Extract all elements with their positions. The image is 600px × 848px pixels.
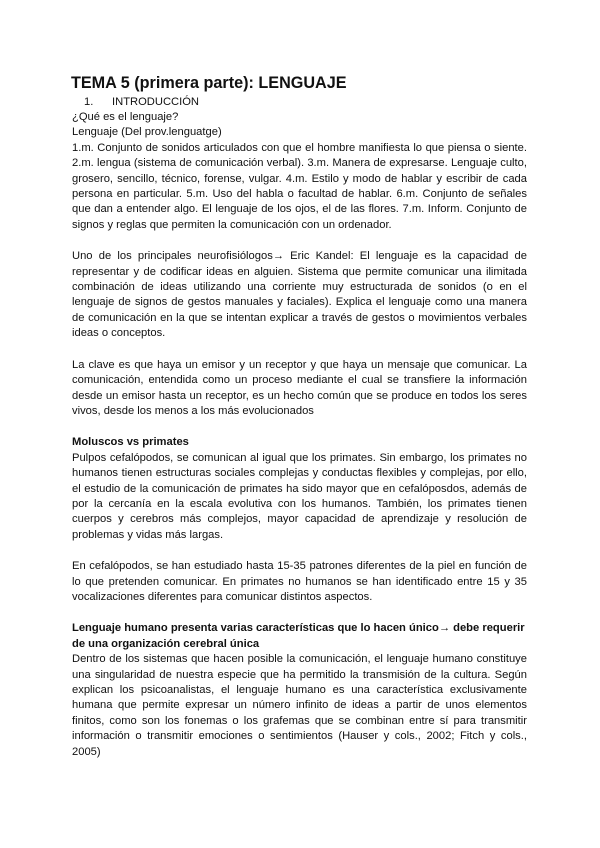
kandel-paragraph: Uno de los principales neurofisiólogos→ Eric Kandel: El lenguaje es la capacidad de representar y de codificar ideas en alguien. Sistema que permite comunicar una ilimitada combinación de ideas utilizando una corriente muy estructurada de sonidos (o en el lenguaje de signos de gestos manuales y faciales). Explica el lenguaje como una manera de comunicación en la que se intentan explicar a través de gestos o movimientos verbales ideas o conceptos. bbox=[72, 250, 527, 340]
question-line: ¿Qué es el lenguaje? bbox=[72, 111, 179, 123]
definition-paragraph: 1.m. Conjunto de sonidos articulados con que el hombre manifiesta lo que piensa o siente. 2.m. lengua (sistema de comunicación verbal). 3.m. Manera de expresarse. Lenguaje culto, grosero, sencillo, técnico, forense, vulgar. 4.m. Estilo y modo de hablar y escribir de cada persona en particular. 5.m. Uso del habla o facultad de hablar. 6.m. Conjunto de señales que dan a entender algo. El lenguaje de los ojos, el de las flores. 7.m. Inform. Conjunto de signos y reglas que permiten la comunicación con un ordenador. bbox=[72, 141, 527, 231]
document-title: TEMA 5 (primera parte): LENGUAJE bbox=[71, 74, 347, 92]
definition-label: Lenguaje (Del prov.lenguatge) bbox=[72, 126, 222, 139]
lenguaje-heading: Lenguaje humano presenta varias características que lo hacen único→ debe requerir de una organización cerebral única bbox=[72, 622, 525, 650]
key-paragraph: La clave es que haya un emisor y un receptor y que haya un mensaje que comunicar. La comunicación, entendida como un proceso mediante el cual se transfiere la información desde un emisor hasta un receptor, es un hecho común que se produce en todos los seres vivos, desde los menos a los más evolucionados bbox=[72, 358, 527, 417]
moluscos-paragraph: Pulpos cefalópodos, se comunican al igual que los primates. Sin embargo, los primates no humanos tienen estructuras sociales complejas y conductas flexibles y complejas, por ello, el estudio de la comunicación de primates ha sido mayor que en cefalóposdos, además de por la cercanía en la escala evolutiva con los humanos. También, los primates tienen cuerpos y cerebros más complejos, mayor capacidad de aprendizaje y resolución de problemas y vidas más largas. bbox=[72, 451, 527, 541]
lenguaje-paragraph: Dentro de los sistemas que hacen posible la comunicación, el lenguaje humano constituye una singularidad de nuestra especie que ha permitido la transmisión de la cultura. Según explican los psicoanalistas, el lenguaje humano es una característica exclusivamente humana que permite expresar un número infinito de ideas a partir de unos elementos finitos, como son los fonemas o los grafemas que se combinan entre sí para transmitir información o transmitir emociones o sentimientos (Hauser y cols., 2002; Fitch y cols., 2005) bbox=[72, 653, 527, 758]
moluscos-heading: Moluscos vs primates bbox=[72, 436, 189, 449]
section-label: INTRODUCCIÓN bbox=[112, 96, 200, 108]
section-number: 1. bbox=[84, 96, 94, 108]
cefalopodos-paragraph: En cefalópodos, se han estudiado hasta 15-35 patrones diferentes de la piel en función de lo que pretenden comunicar. En primates no humanos se han identificado entre 15 y 35 vocalizaciones diferentes para comunicar distintos aspectos. bbox=[72, 560, 527, 603]
section-heading bbox=[72, 95, 527, 110]
document-body bbox=[72, 95, 527, 760]
